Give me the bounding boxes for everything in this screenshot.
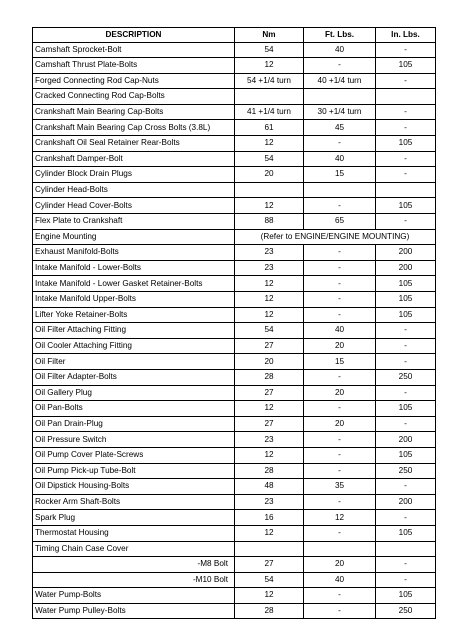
- row-nm-value: 20: [235, 354, 304, 370]
- row-in-lbs-value: -: [376, 167, 436, 183]
- table-row: [33, 323, 436, 339]
- torque-spec-table: [32, 27, 436, 619]
- table-row: [33, 447, 436, 463]
- row-in-lbs-value: [376, 182, 436, 198]
- row-ft-lbs-value: 15: [304, 354, 376, 370]
- table-row: [33, 167, 436, 183]
- table-row: [33, 307, 436, 323]
- row-ft-lbs-value: [304, 89, 376, 105]
- row-nm-value: 12: [235, 401, 304, 417]
- row-ft-lbs-value: -: [304, 525, 376, 541]
- row-in-lbs-value: 250: [376, 369, 436, 385]
- table-row: [33, 479, 436, 495]
- row-ft-lbs-value: -: [304, 463, 376, 479]
- row-ft-lbs-value: 20: [304, 416, 376, 432]
- row-nm-value: 23: [235, 494, 304, 510]
- row-ft-lbs-value: -: [304, 276, 376, 292]
- table-row: [33, 245, 436, 261]
- row-nm-value: 12: [235, 198, 304, 214]
- table-row: [33, 338, 436, 354]
- row-description: -M10 Bolt: [33, 572, 235, 588]
- table-row: [33, 182, 436, 198]
- row-nm-value: 54: [235, 42, 304, 58]
- row-description: Spark Plug: [33, 510, 235, 526]
- row-ft-lbs-value: [304, 541, 376, 557]
- table-row: [33, 463, 436, 479]
- row-description: Rocker Arm Shaft-Bolts: [33, 494, 235, 510]
- row-description: Exhaust Manifold-Bolts: [33, 245, 235, 261]
- row-description: Oil Gallery Plug: [33, 385, 235, 401]
- table-row: [33, 292, 436, 308]
- table-row: [33, 432, 436, 448]
- row-in-lbs-value: 105: [376, 198, 436, 214]
- row-nm-value: 12: [235, 58, 304, 74]
- row-ft-lbs-value: 35: [304, 479, 376, 495]
- row-nm-value: 12: [235, 276, 304, 292]
- row-description: Thermostat Housing: [33, 525, 235, 541]
- row-in-lbs-value: -: [376, 479, 436, 495]
- row-nm-value: 23: [235, 260, 304, 276]
- column-header-nm: Nm: [235, 28, 304, 43]
- row-ft-lbs-value: 30 +1/4 turn: [304, 104, 376, 120]
- row-nm-value: 54: [235, 151, 304, 167]
- row-nm-value: 27: [235, 338, 304, 354]
- row-in-lbs-value: -: [376, 510, 436, 526]
- row-description: Crankshaft Main Bearing Cap-Bolts: [33, 104, 235, 120]
- row-nm-value: 20: [235, 167, 304, 183]
- row-nm-value: 61: [235, 120, 304, 136]
- row-nm-value: [235, 182, 304, 198]
- row-nm-value: 28: [235, 369, 304, 385]
- row-description: Cracked Connecting Rod Cap-Bolts: [33, 89, 235, 105]
- row-nm-value: 12: [235, 307, 304, 323]
- row-ft-lbs-value: -: [304, 260, 376, 276]
- table-row: [33, 89, 436, 105]
- row-description: Cylinder Head Cover-Bolts: [33, 198, 235, 214]
- row-ft-lbs-value: -: [304, 447, 376, 463]
- table-row: [33, 214, 436, 230]
- table-row: [33, 525, 436, 541]
- row-nm-value: 12: [235, 136, 304, 152]
- row-ft-lbs-value: -: [304, 603, 376, 619]
- row-nm-value: 12: [235, 292, 304, 308]
- row-nm-value: [235, 541, 304, 557]
- row-in-lbs-value: 105: [376, 525, 436, 541]
- row-nm-value: 28: [235, 603, 304, 619]
- row-nm-value: 16: [235, 510, 304, 526]
- row-description: Oil Pan-Bolts: [33, 401, 235, 417]
- row-description: Intake Manifold - Lower Gasket Retainer-Bolts: [33, 276, 235, 292]
- row-description: Oil Pump Cover Plate-Screws: [33, 447, 235, 463]
- row-description: Crankshaft Main Bearing Cap Cross Bolts (3.8L): [33, 120, 235, 136]
- row-in-lbs-value: 105: [376, 401, 436, 417]
- table-row: [33, 151, 436, 167]
- row-ft-lbs-value: 40: [304, 572, 376, 588]
- row-in-lbs-value: 200: [376, 494, 436, 510]
- row-in-lbs-value: 105: [376, 276, 436, 292]
- row-ft-lbs-value: -: [304, 432, 376, 448]
- row-nm-value: 27: [235, 557, 304, 573]
- table-row: [33, 572, 436, 588]
- row-in-lbs-value: -: [376, 104, 436, 120]
- row-description: Water Pump Pulley-Bolts: [33, 603, 235, 619]
- row-ft-lbs-value: 20: [304, 557, 376, 573]
- table-row: [33, 541, 436, 557]
- row-in-lbs-value: 105: [376, 307, 436, 323]
- row-ft-lbs-value: -: [304, 369, 376, 385]
- row-in-lbs-value: -: [376, 572, 436, 588]
- table-header-row: [33, 28, 436, 43]
- row-in-lbs-value: 105: [376, 588, 436, 604]
- row-description: Intake Manifold - Lower-Bolts: [33, 260, 235, 276]
- row-nm-value: 28: [235, 463, 304, 479]
- row-in-lbs-value: -: [376, 42, 436, 58]
- row-nm-value: 27: [235, 416, 304, 432]
- table-row: [33, 229, 436, 245]
- row-description: Cylinder Head-Bolts: [33, 182, 235, 198]
- table-row: [33, 603, 436, 619]
- table-row: [33, 354, 436, 370]
- row-in-lbs-value: -: [376, 354, 436, 370]
- row-nm-value: 12: [235, 447, 304, 463]
- row-in-lbs-value: 105: [376, 136, 436, 152]
- row-ft-lbs-value: 45: [304, 120, 376, 136]
- row-ft-lbs-value: 40 +1/4 turn: [304, 73, 376, 89]
- row-ft-lbs-value: -: [304, 307, 376, 323]
- row-description: Oil Filter Adapter-Bolts: [33, 369, 235, 385]
- table-body: [33, 42, 436, 619]
- row-nm-value: 12: [235, 588, 304, 604]
- row-description: -M8 Bolt: [33, 557, 235, 573]
- row-in-lbs-value: 105: [376, 292, 436, 308]
- row-nm-value: 54: [235, 323, 304, 339]
- row-in-lbs-value: -: [376, 120, 436, 136]
- row-in-lbs-value: [376, 89, 436, 105]
- table-row: [33, 120, 436, 136]
- row-ft-lbs-value: 20: [304, 385, 376, 401]
- row-ft-lbs-value: 65: [304, 214, 376, 230]
- table-row: [33, 588, 436, 604]
- row-description: Lifter Yoke Retainer-Bolts: [33, 307, 235, 323]
- row-description: Camshaft Thrust Plate-Bolts: [33, 58, 235, 74]
- table-row: [33, 73, 436, 89]
- row-nm-value: 54: [235, 572, 304, 588]
- row-nm-value: 54 +1/4 turn: [235, 73, 304, 89]
- row-ft-lbs-value: 40: [304, 42, 376, 58]
- row-in-lbs-value: 105: [376, 447, 436, 463]
- row-in-lbs-value: -: [376, 151, 436, 167]
- row-description: Oil Pan Drain-Plug: [33, 416, 235, 432]
- row-description: Flex Plate to Crankshaft: [33, 214, 235, 230]
- table-row: [33, 494, 436, 510]
- row-ft-lbs-value: -: [304, 494, 376, 510]
- row-in-lbs-value: 200: [376, 432, 436, 448]
- row-nm-value: 12: [235, 525, 304, 541]
- table-row: [33, 42, 436, 58]
- row-in-lbs-value: 250: [376, 603, 436, 619]
- row-description: Oil Pump Pick-up Tube-Bolt: [33, 463, 235, 479]
- table-row: [33, 136, 436, 152]
- row-description: Timing Chain Case Cover: [33, 541, 235, 557]
- row-description: Oil Cooler Attaching Fitting: [33, 338, 235, 354]
- row-ft-lbs-value: -: [304, 588, 376, 604]
- row-in-lbs-value: -: [376, 323, 436, 339]
- row-ft-lbs-value: -: [304, 58, 376, 74]
- row-in-lbs-value: 200: [376, 245, 436, 261]
- row-nm-value: 48: [235, 479, 304, 495]
- table-row: [33, 385, 436, 401]
- row-ft-lbs-value: -: [304, 292, 376, 308]
- table-row: [33, 104, 436, 120]
- row-ft-lbs-value: -: [304, 198, 376, 214]
- row-ft-lbs-value: 40: [304, 323, 376, 339]
- row-ft-lbs-value: 12: [304, 510, 376, 526]
- row-description: Intake Manifold Upper-Bolts: [33, 292, 235, 308]
- row-ft-lbs-value: 40: [304, 151, 376, 167]
- table-row: [33, 369, 436, 385]
- row-in-lbs-value: [376, 541, 436, 557]
- row-description: Cylinder Block Drain Plugs: [33, 167, 235, 183]
- table-row: [33, 198, 436, 214]
- row-nm-value: 23: [235, 245, 304, 261]
- table-row: [33, 510, 436, 526]
- row-ft-lbs-value: -: [304, 136, 376, 152]
- row-description: Forged Connecting Rod Cap-Nuts: [33, 73, 235, 89]
- row-nm-value: 27: [235, 385, 304, 401]
- row-nm-value: [235, 89, 304, 105]
- row-nm-value: 41 +1/4 turn: [235, 104, 304, 120]
- row-in-lbs-value: -: [376, 557, 436, 573]
- row-in-lbs-value: 105: [376, 58, 436, 74]
- row-ft-lbs-value: -: [304, 245, 376, 261]
- row-in-lbs-value: -: [376, 416, 436, 432]
- row-in-lbs-value: -: [376, 214, 436, 230]
- column-header-ft-lbs: Ft. Lbs.: [304, 28, 376, 43]
- row-ft-lbs-value: [304, 182, 376, 198]
- row-in-lbs-value: 200: [376, 260, 436, 276]
- row-nm-value: 23: [235, 432, 304, 448]
- row-ft-lbs-value: 15: [304, 167, 376, 183]
- row-description: Oil Dipstick Housing-Bolts: [33, 479, 235, 495]
- row-ft-lbs-value: 20: [304, 338, 376, 354]
- table-row: [33, 401, 436, 417]
- row-description: Camshaft Sprocket-Bolt: [33, 42, 235, 58]
- row-description: Crankshaft Oil Seal Retainer Rear-Bolts: [33, 136, 235, 152]
- table-row: [33, 557, 436, 573]
- row-in-lbs-value: -: [376, 73, 436, 89]
- row-description: Crankshaft Damper-Bolt: [33, 151, 235, 167]
- row-description: Water Pump-Bolts: [33, 588, 235, 604]
- column-header-description: DESCRIPTION: [33, 28, 235, 43]
- row-description: Oil Filter: [33, 354, 235, 370]
- table-row: [33, 260, 436, 276]
- row-description: Oil Filter Attaching Fitting: [33, 323, 235, 339]
- column-header-in-lbs: In. Lbs.: [376, 28, 436, 43]
- row-ft-lbs-value: -: [304, 401, 376, 417]
- row-description: Oil Pressure Switch: [33, 432, 235, 448]
- row-nm-value: 88: [235, 214, 304, 230]
- table-row: [33, 58, 436, 74]
- table-row: [33, 276, 436, 292]
- row-in-lbs-value: 250: [376, 463, 436, 479]
- row-description: Engine Mounting: [33, 229, 235, 245]
- row-reference-note: (Refer to ENGINE/ENGINE MOUNTING): [235, 229, 436, 245]
- row-in-lbs-value: -: [376, 385, 436, 401]
- row-in-lbs-value: -: [376, 338, 436, 354]
- table-row: [33, 416, 436, 432]
